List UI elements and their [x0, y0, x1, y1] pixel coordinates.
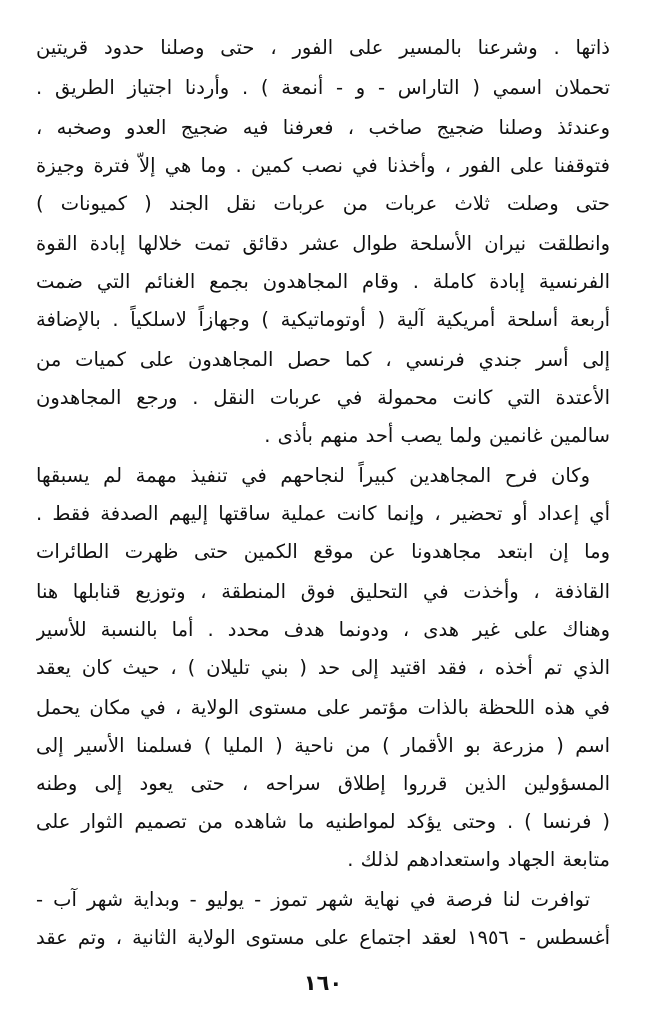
text-line: أربعة أسلحة أمريكية آلية ( أوتوماتيكية ) وجهازاً لاسلكياً . بالإضافة [36, 308, 610, 331]
text-line: المسؤولين الذين قرروا إطلاق سراحه ، حتى يعود إلى وطنه [36, 772, 610, 795]
text-line: وعندئذ وصلنا ضجيج صاخب ، فعرفنا فيه ضجيج العدو وصخبه ، [36, 116, 610, 139]
text-line: وانطلقت نيران الأسلحة طوال عشر دقائق تمت خلالها إبادة القوة [36, 232, 610, 255]
text-line: تحملان اسمي ( التاراس - و - أنمعة ) . وأردنا اجتياز الطريق . [36, 76, 610, 99]
text-line: أي إعداد أو تحضير ، وإنما كانت عملية ساقتها إليهم الصدفة فقط . [36, 502, 610, 525]
text-line: حتى وصلت ثلاث عربات من عربات نقل الجند ( كميونات ) [36, 192, 610, 215]
text-line: الذي تم أخذه ، فقد اقتيد إلى حد ( بني تليلان ) ، حيث كان يعقد [36, 656, 610, 679]
text-line: القاذفة ، وأخذت في التحليق فوق المنطقة ، وتوزيع قنابلها هنا [36, 580, 610, 603]
text-line: ذاتها . وشرعنا بالمسير على الفور ، حتى وصلنا حدود قريتين [36, 36, 610, 59]
text-line: فتوقفنا على الفور ، وأخذنا في نصب كمين . وما هي إلاّ فترة وجيزة [36, 154, 610, 177]
paragraph-first-line: توافرت لنا فرصة في نهاية شهر تموز - يوليو - وبداية شهر آب - [36, 888, 590, 911]
text-line: اسم ( مزرعة بو الأقمار ) من ناحية ( المليا ) فسلمنا الأسير إلى [36, 734, 610, 757]
text-line: في هذه اللحظة بالذات مؤتمر على مستوى الولاية ، في مكان يحمل [36, 696, 610, 719]
paragraph-first-line: وكان فرح المجاهدين كبيراً لنجاحهم في تنفيذ مهمة لم يسبقها [36, 464, 590, 487]
paragraph-last-line: سالمين غانمين ولما يصب أحد منهم بأذى . [264, 424, 610, 447]
page-number: ١٦٠ [303, 971, 343, 995]
text-line: وهناك على غير هدى ، ودونما هدف محدد . أما بالنسبة للأسير [36, 618, 610, 641]
text-line: أغسطس - ١٩٥٦ لعقد اجتماع على مستوى الولاية الثانية ، وتم عقد [36, 926, 610, 949]
text-line: إلى أسر جندي فرنسي ، كما حصل المجاهدون على كميات من [36, 348, 610, 371]
text-line: الأعتدة التي كانت محمولة في عربات النقل . ورجع المجاهدون [36, 386, 610, 409]
text-line: وما إن ابتعد مجاهدونا عن موقع الكمين حتى ظهرت الطائرات [36, 540, 610, 563]
text-line: ( فرنسا ) . وحتى يؤكد لمواطنيه ما شاهده من تصميم الثوار على [36, 810, 610, 833]
text-line: الفرنسية إبادة كاملة . وقام المجاهدون بجمع الغنائم التي ضمت [36, 270, 610, 293]
paragraph-last-line: متابعة الجهاد واستعدادهم لذلك . [347, 848, 610, 871]
